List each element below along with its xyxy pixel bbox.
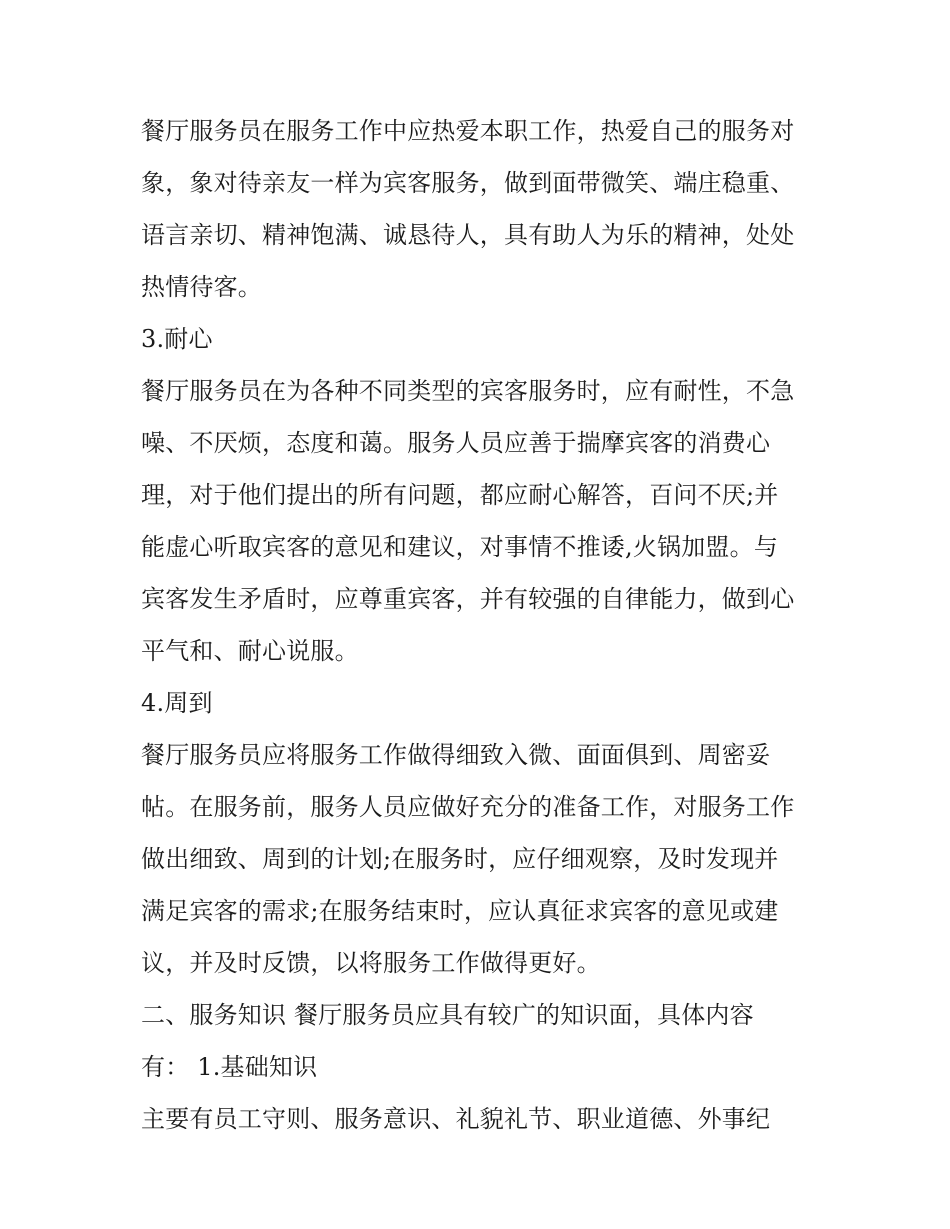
section-heading-thoughtful: 4.周到 <box>141 689 213 717</box>
paragraph-line: 平气和、耐心说服。 <box>141 637 359 665</box>
paragraph-line: 满足宾客的需求;在服务结束时，应认真征求宾客的意见或建 <box>141 897 779 925</box>
paragraph-line: 做出细致、周到的计划;在服务时，应仔细观察，及时发现并 <box>141 845 779 873</box>
paragraph-line: 有： 1.基础知识 <box>141 1053 318 1081</box>
paragraph-line: 能虚心听取宾客的意见和建议，对事情不推诿,火锅加盟。与 <box>141 533 779 561</box>
paragraph-line: 餐厅服务员应将服务工作做得细致入微、面面俱到、周密妥 <box>141 741 771 769</box>
paragraph-line: 语言亲切、精神饱满、诚恳待人，具有助人为乐的精神，处处 <box>141 221 795 249</box>
paragraph-line: 议，并及时反馈，以将服务工作做得更好。 <box>141 949 601 977</box>
paragraph-line: 理，对于他们提出的所有问题，都应耐心解答，百问不厌;并 <box>141 481 779 509</box>
document-body <box>141 105 821 1145</box>
paragraph-line: 噪、不厌烦，态度和蔼。服务人员应善于揣摩宾客的消费心 <box>141 429 771 457</box>
paragraph-line: 帖。在服务前，服务人员应做好充分的准备工作，对服务工作 <box>141 793 795 821</box>
paragraph-line: 宾客发生矛盾时，应尊重宾客，并有较强的自律能力，做到心 <box>141 585 795 613</box>
paragraph-line: 热情待客。 <box>141 273 262 301</box>
paragraph-line: 象，象对待亲友一样为宾客服务，做到面带微笑、端庄稳重、 <box>141 169 795 197</box>
paragraph-line: 餐厅服务员在服务工作中应热爱本职工作，热爱自己的服务对 <box>141 117 795 145</box>
paragraph-line: 主要有员工守则、服务意识、礼貌礼节、职业道德、外事纪 <box>141 1105 771 1133</box>
paragraph-line: 餐厅服务员在为各种不同类型的宾客服务时，应有耐性，不急 <box>141 377 795 405</box>
section-heading-service-knowledge: 二、服务知识 餐厅服务员应具有较广的知识面，具体内容 <box>141 1001 754 1029</box>
section-heading-patience: 3.耐心 <box>141 325 213 353</box>
